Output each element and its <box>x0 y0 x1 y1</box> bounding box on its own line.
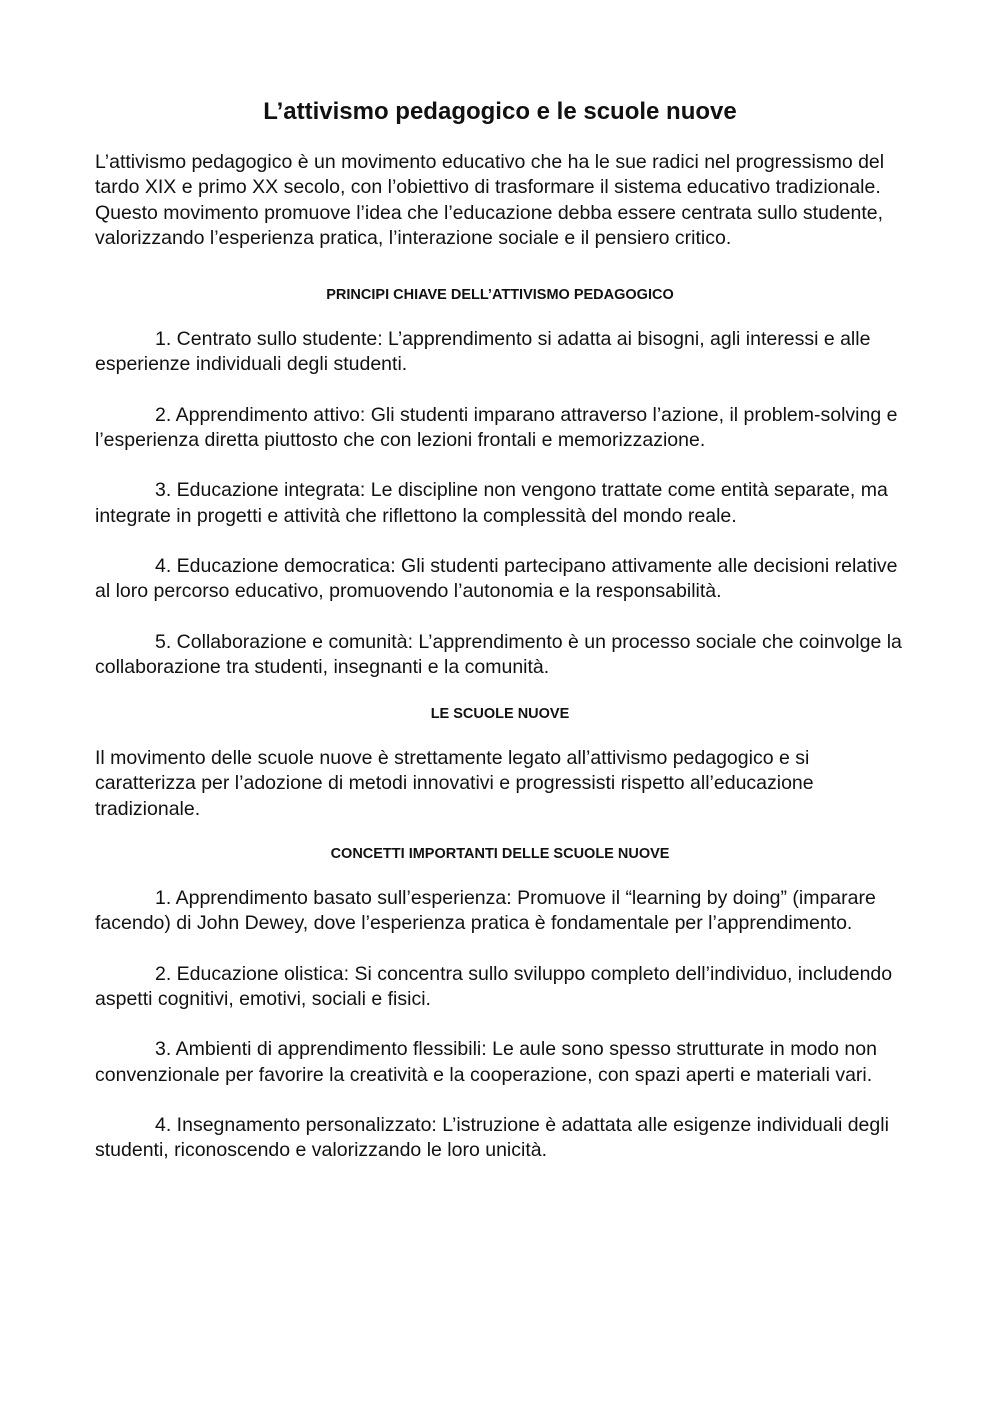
document-page <box>95 96 905 1163</box>
principle-item-1: 1. Centrato sullo studente: L’apprendimento si adatta ai bisogni, agli interessi e alle esperienze individuali degli studenti. <box>95 328 871 376</box>
section-heading-scuole-nuove: LE SCUOLE NUOVE <box>430 706 570 723</box>
concept-item-4: 4. Insegnamento personalizzato: L’istruzione è adattata alle esigenze individuali degli studenti, riconoscendo e valorizzando le loro unicità. <box>95 1113 889 1162</box>
concept-item-1: 1. Apprendimento basato sull’esperienza: Promuove il “learning by doing” (imparare facendo) di John Dewey, dove l’esperienza pratica è fondamentale per l’apprendimento. <box>95 887 876 935</box>
intro-paragraph: L’attivismo pedagogico è un movimento educativo che ha le sue radici nel progressismo del tardo XIX e primo XX secolo, con l’obiettivo di trasformare il sistema educativo tradizionale. Questo movimento promuove l’idea che l’educazione debba essere centrata sullo studente, valorizzando l’esperienza pratica, l’interazione sociale e il pensiero critico. <box>95 151 885 249</box>
section-heading-concetti: CONCETTI IMPORTANTI DELLE SCUOLE NUOVE <box>330 846 670 863</box>
section-heading-principi: PRINCIPI CHIAVE DELL’ATTIVISMO PEDAGOGICO <box>326 287 674 304</box>
principle-item-5: 5. Collaborazione e comunità: L’apprendimento è un processo sociale che coinvolge la collaborazione tra studenti, insegnanti e la comunità. <box>95 630 902 678</box>
principle-item-4: 4. Educazione democratica: Gli studenti partecipano attivamente alle decisioni relative al loro percorso educativo, promuovendo l’autonomia e la responsabilità. <box>95 554 898 603</box>
document-title: L’attivismo pedagogico e le scuole nuove <box>263 98 737 125</box>
scuole-nuove-paragraph: Il movimento delle scuole nuove è strettamente legato all’attivismo pedagogico e si caratterizza per l’adozione di metodi innovativi e progressisti rispetto all’educazione tradizionale. <box>95 747 814 820</box>
principle-item-3: 3. Educazione integrata: Le discipline non vengono trattate come entità separate, ma integrate in progetti e attività che riflettono la complessità del mondo reale. <box>95 479 888 527</box>
principle-item-2: 2. Apprendimento attivo: Gli studenti imparano attraverso l’azione, il problem-solving e l’esperienza diretta piuttosto che con lezioni frontali e memorizzazione. <box>95 403 898 452</box>
concept-item-3: 3. Ambienti di apprendimento flessibili: Le aule sono spesso strutturate in modo non convenzionale per favorire la creatività e la cooperazione, con spazi aperti e materiali vari. <box>95 1038 877 1086</box>
concept-item-2: 2. Educazione olistica: Si concentra sullo sviluppo completo dell’individuo, includendo aspetti cognitivi, emotivi, sociali e fisici. <box>95 962 893 1010</box>
